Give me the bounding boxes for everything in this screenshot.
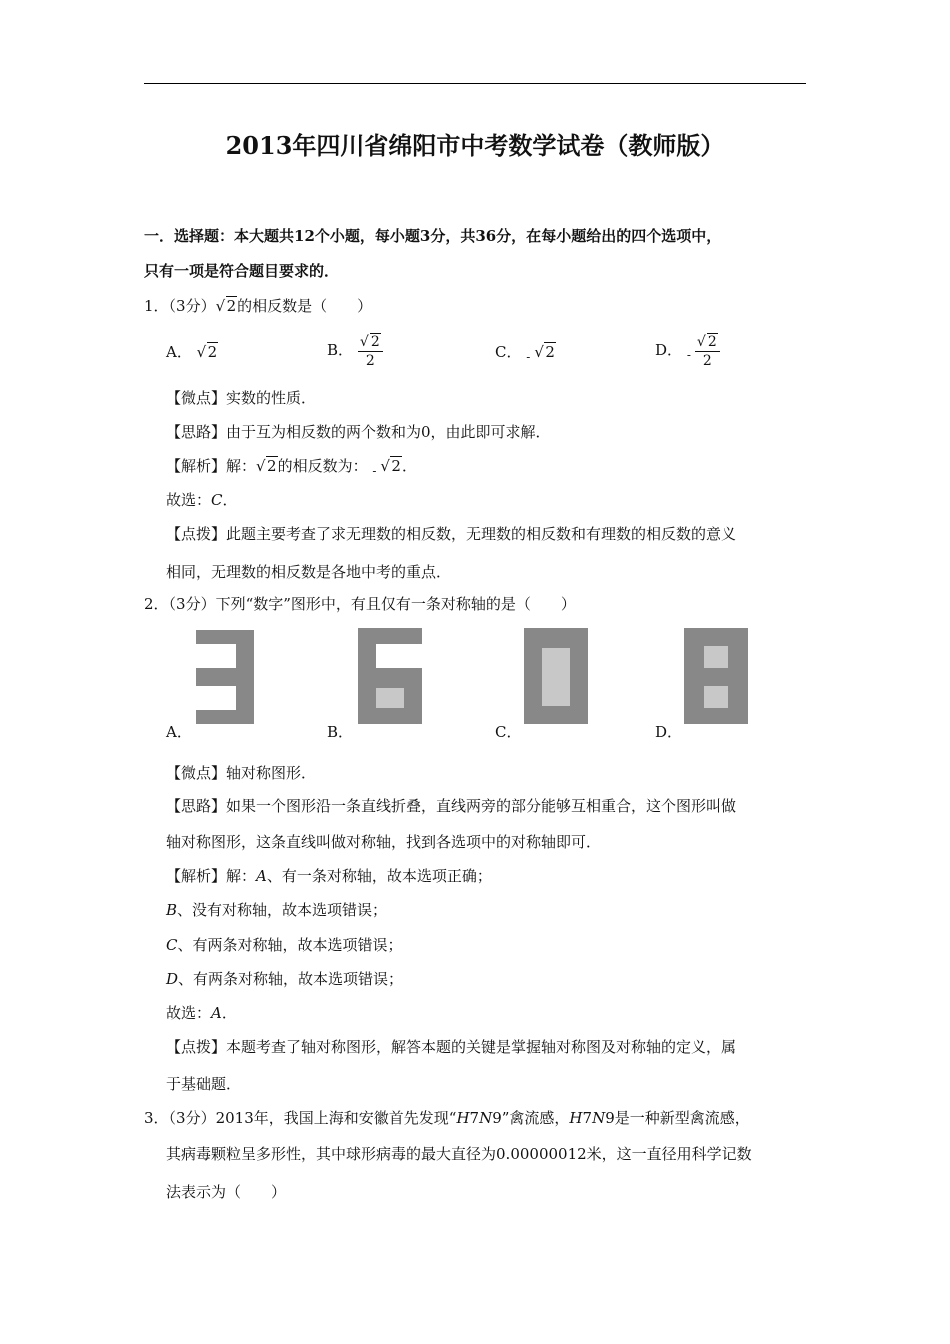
digit-6-notch bbox=[376, 644, 422, 668]
header-rule bbox=[144, 83, 806, 84]
q2-option-c-label[interactable]: C． bbox=[495, 723, 522, 741]
sqrt-expression: √ 2 bbox=[216, 296, 238, 316]
digit-6-hole bbox=[376, 688, 404, 708]
q1-stem: 1．（3分）√ 2的相反数是（ ） bbox=[144, 296, 372, 316]
q1-option-a[interactable]: A． √ 2 bbox=[166, 342, 218, 362]
q2-option-d-label[interactable]: D． bbox=[655, 723, 683, 741]
q1-answer: 故选：C． bbox=[166, 491, 238, 509]
digit-0-figure bbox=[524, 628, 588, 724]
q3-stem-line2: 其病毒颗粒呈多形性，其中球形病毒的最大直径为0.00000012米，这一直径用科学记数 bbox=[166, 1145, 752, 1163]
digit-8-hole-bottom bbox=[704, 686, 728, 708]
q2-option-b-label[interactable]: B． bbox=[327, 723, 354, 741]
digit-3-figure bbox=[196, 630, 256, 724]
q1-weidian: 【微点】实数的性质． bbox=[166, 389, 317, 407]
digit-0-hole bbox=[542, 648, 570, 706]
q1-jiexi: 【解析】解：√ 2的相反数为： $_-$√ 2． bbox=[166, 456, 417, 481]
q2-option-a-label[interactable]: A． bbox=[166, 723, 192, 741]
digit-6-figure bbox=[358, 628, 422, 724]
q2-silu-line1: 【思路】如果一个图形沿一条直线折叠，直线两旁的部分能够互相重合，这个图形叫做 bbox=[166, 797, 737, 815]
q1-silu: 【思路】由于互为相反数的两个数和为0，由此即可求解． bbox=[166, 423, 551, 441]
q1-option-b[interactable]: B． √ $\frac{2}{2}$ bbox=[327, 332, 383, 369]
section-heading-line1: 一．选择题：本大题共12个小题，每小题3分，共36分，在每小题给出的四个选项中， bbox=[144, 227, 722, 245]
q2-dianbo-line2: 于基础题． bbox=[166, 1075, 242, 1093]
q2-line-c: C、有两条对称轴，故本选项错误； bbox=[166, 936, 403, 954]
q2-line-d: D、有两条对称轴，故本选项错误； bbox=[166, 970, 404, 988]
section-heading-line2: 只有一项是符合题目要求的． bbox=[144, 262, 340, 280]
q1-dianbo-line2: 相同，无理数的相反数是各地中考的重点． bbox=[166, 563, 452, 581]
digit-3-notch-bottom bbox=[196, 686, 236, 710]
page-title: 2013年四川省绵阳市中考数学试卷（教师版） bbox=[225, 131, 725, 160]
q3-stem-line3: 法表示为（ ） bbox=[166, 1183, 287, 1201]
q1-option-d[interactable]: D． $_-$ √ $\frac{2}{2}$ bbox=[655, 332, 720, 373]
q2-dianbo-line1: 【点拨】本题考查了轴对称图形，解答本题的关键是掌握轴对称图及对称轴的定义，属 bbox=[166, 1038, 737, 1056]
digit-6-bg bbox=[358, 628, 422, 724]
q2-weidian: 【微点】轴对称图形． bbox=[166, 764, 317, 782]
digit-8-figure bbox=[684, 628, 748, 724]
digit-8-bg bbox=[684, 628, 748, 724]
q2-answer: 故选：A． bbox=[166, 1004, 237, 1022]
digit-3-notch-top bbox=[196, 644, 236, 668]
q2-stem: 2．（3分）下列“数字”图形中，有且仅有一条对称轴的是（ ） bbox=[144, 595, 576, 613]
q2-jiexi: 【解析】解：A、有一条对称轴，故本选项正确； bbox=[166, 867, 492, 885]
q1-option-c[interactable]: C． $_-$√ 2 bbox=[495, 342, 556, 367]
q2-silu-line2: 轴对称图形，这条直线叫做对称轴，找到各选项中的对称轴即可． bbox=[166, 833, 602, 851]
q1-dianbo-line1: 【点拨】此题主要考查了求无理数的相反数，无理数的相反数和有理数的相反数的意义 bbox=[166, 525, 737, 543]
q2-line-b: B、没有对称轴，故本选项错误； bbox=[166, 901, 388, 919]
q3-stem-line1: 3．（3分）2013年，我国上海和安徽首先发现“H7N9”禽流感，H7N9是一种新型禽流感， bbox=[144, 1109, 750, 1127]
digit-8-hole-top bbox=[704, 646, 728, 668]
